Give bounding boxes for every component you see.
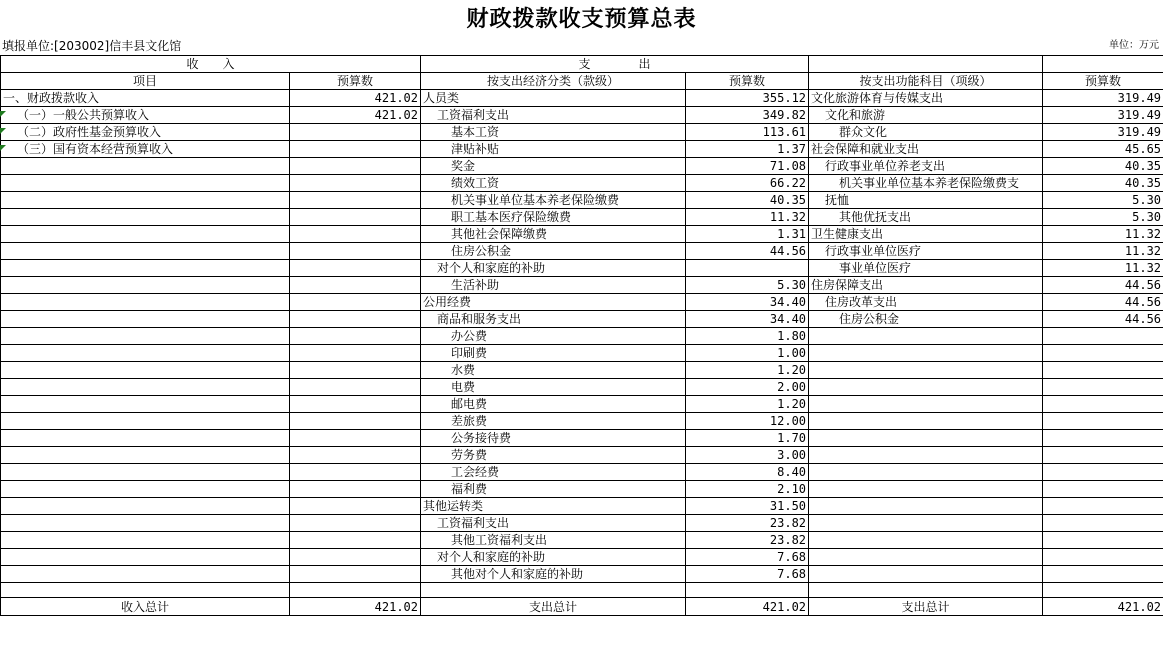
- func-item-cell: 行政事业单位医疗: [809, 243, 1043, 260]
- econ-budget-cell: 7.68: [686, 566, 809, 583]
- func-item-cell: 机关事业单位基本养老保险缴费支: [809, 175, 1043, 192]
- func-item-cell: 社会保障和就业支出: [809, 141, 1043, 158]
- econ-budget-cell: 12.00: [686, 413, 809, 430]
- func-budget-cell: [1043, 396, 1163, 413]
- econ-budget-cell: 7.68: [686, 549, 809, 566]
- income-budget-cell: [290, 413, 421, 430]
- func-item-cell: [809, 447, 1043, 464]
- econ-item-cell: 其他工资福利支出: [421, 532, 686, 549]
- table-row: [1, 90, 1163, 107]
- func-budget-cell: 319.49: [1043, 90, 1163, 107]
- econ-budget-cell: 11.32: [686, 209, 809, 226]
- func-item-cell: [809, 549, 1043, 566]
- income-item-cell: [1, 549, 290, 566]
- econ-item-cell: 生活补助: [421, 277, 686, 294]
- income-item-cell: [1, 294, 290, 311]
- income-item-cell: [1, 413, 290, 430]
- cell-comment-marker: [0, 128, 6, 134]
- econ-budget-cell: 3.00: [686, 447, 809, 464]
- econ-item-cell: 印刷费: [421, 345, 686, 362]
- func-item-cell: [809, 413, 1043, 430]
- func-item-cell: [809, 345, 1043, 362]
- econ-item-cell: 基本工资: [421, 124, 686, 141]
- income-item-cell: [1, 362, 290, 379]
- econ-budget-cell: 349.82: [686, 107, 809, 124]
- econ-item-cell: 奖金: [421, 158, 686, 175]
- func-budget-cell: [1043, 532, 1163, 549]
- income-item-cell: 一、财政拨款收入: [1, 90, 290, 107]
- budget-table: [0, 55, 1163, 616]
- income-budget-header: 预算数: [290, 73, 421, 90]
- func-budget-cell: 319.49: [1043, 124, 1163, 141]
- table-row: [1, 549, 1163, 566]
- income-item-cell: [1, 209, 290, 226]
- page-title: 财政拨款收支预算总表: [466, 6, 697, 32]
- func-budget-cell: [1043, 515, 1163, 532]
- func-budget-cell: 5.30: [1043, 209, 1163, 226]
- table-row: [1, 294, 1163, 311]
- table-row: [1, 430, 1163, 447]
- econ-budget-cell: 1.70: [686, 430, 809, 447]
- econ-item-cell: 绩效工资: [421, 175, 686, 192]
- econ-class-header: 按支出经济分类（款级）: [421, 73, 686, 90]
- func-budget-cell: [1043, 566, 1163, 583]
- totals-row: [1, 598, 1163, 616]
- func-budget-cell: [1043, 345, 1163, 362]
- income-budget-cell: [290, 294, 421, 311]
- econ-item-cell: 津贴补贴: [421, 141, 686, 158]
- table-row: [1, 209, 1163, 226]
- econ-item-cell: 工资福利支出: [421, 515, 686, 532]
- table-row: [1, 345, 1163, 362]
- blank-cell: [809, 583, 1043, 598]
- income-budget-cell: [290, 209, 421, 226]
- econ-item-cell: 电费: [421, 379, 686, 396]
- expense-total-label: 支出总计: [421, 598, 686, 616]
- income-budget-cell: [290, 158, 421, 175]
- econ-budget-cell: 1.80: [686, 328, 809, 345]
- income-item-header: 项目: [1, 73, 290, 90]
- income-budget-cell: [290, 549, 421, 566]
- income-item-cell: [1, 498, 290, 515]
- table-row: [1, 447, 1163, 464]
- cell-comment-marker: [0, 145, 6, 151]
- table-row: [1, 362, 1163, 379]
- econ-budget-cell: 8.40: [686, 464, 809, 481]
- income-budget-cell: [290, 124, 421, 141]
- econ-item-cell: 其他对个人和家庭的补助: [421, 566, 686, 583]
- econ-budget-cell: 2.00: [686, 379, 809, 396]
- table-row: [1, 498, 1163, 515]
- income-group-header: 收 入: [1, 56, 421, 73]
- table-row: [1, 260, 1163, 277]
- func-item-cell: [809, 515, 1043, 532]
- econ-budget-cell: 34.40: [686, 311, 809, 328]
- expense-group-header: 支 出: [421, 56, 809, 73]
- func-item-cell: 行政事业单位养老支出: [809, 158, 1043, 175]
- func-item-cell: [809, 566, 1043, 583]
- table-row: [1, 396, 1163, 413]
- cell-comment-marker: [0, 111, 6, 117]
- income-item-cell: [1, 260, 290, 277]
- income-item-cell: [1, 345, 290, 362]
- func-budget-cell: [1043, 549, 1163, 566]
- func-item-cell: 其他优抚支出: [809, 209, 1043, 226]
- income-budget-cell: [290, 362, 421, 379]
- econ-budget-cell: 34.40: [686, 294, 809, 311]
- blank-cell: [686, 583, 809, 598]
- econ-budget-cell: 66.22: [686, 175, 809, 192]
- table-row: [1, 107, 1163, 124]
- econ-item-cell: 住房公积金: [421, 243, 686, 260]
- func-item-cell: [809, 430, 1043, 447]
- table-row: [1, 192, 1163, 209]
- econ-budget-cell: 44.56: [686, 243, 809, 260]
- table-row: [1, 481, 1163, 498]
- income-item-cell: [1, 243, 290, 260]
- income-budget-cell: [290, 277, 421, 294]
- table-row: [1, 141, 1163, 158]
- income-budget-cell: [290, 141, 421, 158]
- func-item-cell: 住房公积金: [809, 311, 1043, 328]
- func-item-cell: 事业单位医疗: [809, 260, 1043, 277]
- blank-header-cell: [809, 56, 1043, 73]
- econ-item-cell: 劳务费: [421, 447, 686, 464]
- income-budget-cell: [290, 532, 421, 549]
- income-budget-cell: [290, 464, 421, 481]
- income-item-cell: [1, 277, 290, 294]
- income-budget-cell: [290, 447, 421, 464]
- income-budget-cell: [290, 515, 421, 532]
- econ-budget-cell: 40.35: [686, 192, 809, 209]
- income-budget-cell: [290, 192, 421, 209]
- func-class-header: 按支出功能科目（项级）: [809, 73, 1043, 90]
- func-budget-cell: 44.56: [1043, 311, 1163, 328]
- income-item-cell: [1, 158, 290, 175]
- func-budget-cell: 11.32: [1043, 226, 1163, 243]
- income-item-cell: [1, 328, 290, 345]
- func-budget-cell: 45.65: [1043, 141, 1163, 158]
- func-item-cell: 文化旅游体育与传媒支出: [809, 90, 1043, 107]
- func-total-label: 支出总计: [809, 598, 1043, 616]
- income-budget-cell: [290, 311, 421, 328]
- table-row: [1, 379, 1163, 396]
- econ-item-cell: 公用经费: [421, 294, 686, 311]
- econ-budget-cell: 355.12: [686, 90, 809, 107]
- func-budget-cell: [1043, 362, 1163, 379]
- econ-budget-cell: 31.50: [686, 498, 809, 515]
- func-budget-cell: 5.30: [1043, 192, 1163, 209]
- income-budget-cell: [290, 175, 421, 192]
- econ-item-cell: 邮电费: [421, 396, 686, 413]
- func-budget-cell: [1043, 328, 1163, 345]
- reporting-unit: 填报单位:[203002]信丰县文化馆: [2, 39, 182, 53]
- income-item-cell: [1, 532, 290, 549]
- income-total-label: 收入总计: [1, 598, 290, 616]
- table-row: [1, 464, 1163, 481]
- func-item-cell: [809, 532, 1043, 549]
- econ-item-cell: 对个人和家庭的补助: [421, 549, 686, 566]
- func-budget-cell: [1043, 498, 1163, 515]
- econ-item-cell: 差旅费: [421, 413, 686, 430]
- table-row: [1, 311, 1163, 328]
- econ-item-cell: 对个人和家庭的补助: [421, 260, 686, 277]
- func-budget-cell: [1043, 447, 1163, 464]
- blank-cell: [1, 583, 290, 598]
- income-item-cell: [1, 430, 290, 447]
- func-budget-header: 预算数: [1043, 73, 1163, 90]
- econ-budget-cell: 5.30: [686, 277, 809, 294]
- table-row: [1, 243, 1163, 260]
- table-row: [1, 277, 1163, 294]
- econ-budget-header: 预算数: [686, 73, 809, 90]
- blank-cell: [421, 583, 686, 598]
- econ-item-cell: 水费: [421, 362, 686, 379]
- table-row: [1, 175, 1163, 192]
- econ-item-cell: 公务接待费: [421, 430, 686, 447]
- func-budget-cell: 44.56: [1043, 294, 1163, 311]
- econ-budget-cell: 23.82: [686, 515, 809, 532]
- income-item-cell: （一）一般公共预算收入: [1, 107, 290, 124]
- func-total-value: 421.02: [1043, 598, 1163, 616]
- currency-unit: 单位：万元: [1109, 40, 1159, 51]
- econ-item-cell: 福利费: [421, 481, 686, 498]
- income-item-cell: [1, 226, 290, 243]
- func-budget-cell: 40.35: [1043, 158, 1163, 175]
- func-budget-cell: [1043, 413, 1163, 430]
- econ-item-cell: 职工基本医疗保险缴费: [421, 209, 686, 226]
- table-row: [1, 124, 1163, 141]
- income-item-cell: [1, 464, 290, 481]
- func-item-cell: 住房改革支出: [809, 294, 1043, 311]
- econ-budget-cell: 113.61: [686, 124, 809, 141]
- econ-item-cell: 其他社会保障缴费: [421, 226, 686, 243]
- func-budget-cell: 40.35: [1043, 175, 1163, 192]
- income-item-cell: [1, 192, 290, 209]
- income-total-value: 421.02: [290, 598, 421, 616]
- econ-budget-cell: [686, 260, 809, 277]
- blank-cell: [290, 583, 421, 598]
- income-budget-cell: [290, 226, 421, 243]
- income-item-cell: [1, 481, 290, 498]
- func-item-cell: [809, 396, 1043, 413]
- econ-budget-cell: 1.00: [686, 345, 809, 362]
- income-item-cell: [1, 396, 290, 413]
- income-budget-cell: [290, 260, 421, 277]
- econ-budget-cell: 2.10: [686, 481, 809, 498]
- income-budget-cell: [290, 396, 421, 413]
- func-item-cell: 住房保障支出: [809, 277, 1043, 294]
- income-item-cell: [1, 175, 290, 192]
- income-budget-cell: 421.02: [290, 107, 421, 124]
- table-row: [1, 515, 1163, 532]
- income-budget-cell: [290, 498, 421, 515]
- func-item-cell: [809, 328, 1043, 345]
- table-row: [1, 328, 1163, 345]
- func-item-cell: 文化和旅游: [809, 107, 1043, 124]
- income-budget-cell: 421.02: [290, 90, 421, 107]
- expense-total-value: 421.02: [686, 598, 809, 616]
- func-item-cell: [809, 498, 1043, 515]
- func-item-cell: [809, 379, 1043, 396]
- income-budget-cell: [290, 566, 421, 583]
- econ-item-cell: 工资福利支出: [421, 107, 686, 124]
- econ-item-cell: 商品和服务支出: [421, 311, 686, 328]
- income-item-cell: （二）政府性基金预算收入: [1, 124, 290, 141]
- econ-item-cell: 工会经费: [421, 464, 686, 481]
- income-item-cell: [1, 447, 290, 464]
- func-budget-cell: 44.56: [1043, 277, 1163, 294]
- income-item-cell: [1, 566, 290, 583]
- table-row: [1, 566, 1163, 583]
- econ-budget-cell: 1.31: [686, 226, 809, 243]
- func-budget-cell: 11.32: [1043, 260, 1163, 277]
- income-budget-cell: [290, 243, 421, 260]
- income-budget-cell: [290, 430, 421, 447]
- func-item-cell: [809, 481, 1043, 498]
- income-budget-cell: [290, 481, 421, 498]
- econ-budget-cell: 1.37: [686, 141, 809, 158]
- income-budget-cell: [290, 328, 421, 345]
- econ-budget-cell: 23.82: [686, 532, 809, 549]
- econ-item-cell: 办公费: [421, 328, 686, 345]
- table-row: [1, 532, 1163, 549]
- table-row: [1, 226, 1163, 243]
- func-item-cell: 卫生健康支出: [809, 226, 1043, 243]
- func-budget-cell: [1043, 464, 1163, 481]
- income-item-cell: [1, 379, 290, 396]
- func-budget-cell: [1043, 379, 1163, 396]
- func-item-cell: 抚恤: [809, 192, 1043, 209]
- econ-item-cell: 人员类: [421, 90, 686, 107]
- table-row: [1, 158, 1163, 175]
- func-item-cell: 群众文化: [809, 124, 1043, 141]
- func-budget-cell: [1043, 430, 1163, 447]
- income-item-cell: [1, 311, 290, 328]
- econ-budget-cell: 1.20: [686, 396, 809, 413]
- table-row: [1, 413, 1163, 430]
- blank-header-cell: [1043, 56, 1163, 73]
- func-budget-cell: 11.32: [1043, 243, 1163, 260]
- econ-budget-cell: 1.20: [686, 362, 809, 379]
- func-item-cell: [809, 362, 1043, 379]
- econ-item-cell: 机关事业单位基本养老保险缴费: [421, 192, 686, 209]
- econ-item-cell: 其他运转类: [421, 498, 686, 515]
- func-item-cell: [809, 464, 1043, 481]
- func-budget-cell: 319.49: [1043, 107, 1163, 124]
- income-item-cell: （三）国有资本经营预算收入: [1, 141, 290, 158]
- func-budget-cell: [1043, 481, 1163, 498]
- econ-budget-cell: 71.08: [686, 158, 809, 175]
- income-item-cell: [1, 515, 290, 532]
- income-budget-cell: [290, 345, 421, 362]
- income-budget-cell: [290, 379, 421, 396]
- blank-cell: [1043, 583, 1163, 598]
